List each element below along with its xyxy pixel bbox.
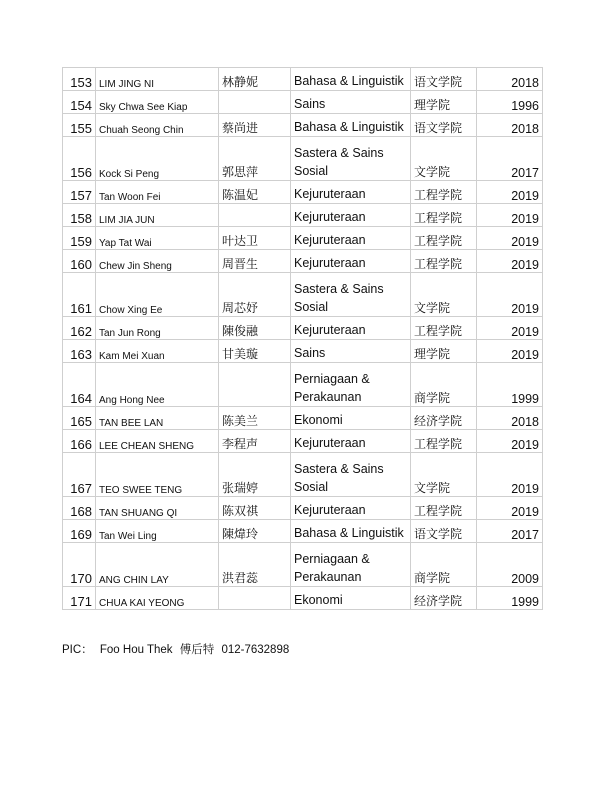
row-number: 166 xyxy=(63,430,96,453)
department xyxy=(291,273,411,317)
student-name: Ang Hong Nee xyxy=(96,363,219,407)
faculty: 工程学院 xyxy=(411,317,477,340)
department-line: Perniagaan & xyxy=(294,552,370,566)
table-row xyxy=(63,91,543,114)
faculty: 语文学院 xyxy=(411,114,477,137)
pic-label: PIC： xyxy=(62,644,93,656)
department-line: Kejuruteraan xyxy=(294,233,366,247)
department xyxy=(291,137,411,181)
department xyxy=(291,68,411,91)
department xyxy=(291,114,411,137)
student-name: Kock Si Peng xyxy=(96,137,219,181)
faculty: 理学院 xyxy=(411,340,477,363)
row-number: 157 xyxy=(63,181,96,204)
department-line: Sains xyxy=(294,346,326,360)
chinese-name: 陈双祺 xyxy=(219,497,291,520)
row-number: 167 xyxy=(63,453,96,497)
faculty: 工程学院 xyxy=(411,227,477,250)
table-row xyxy=(63,68,543,91)
student-name: ANG CHIN LAY xyxy=(96,543,219,587)
department xyxy=(291,587,411,610)
student-name: Tan Wei Ling xyxy=(96,520,219,543)
department xyxy=(291,363,411,407)
department xyxy=(291,453,411,497)
table-row xyxy=(63,227,543,250)
year: 2019 xyxy=(477,273,543,317)
table-row xyxy=(63,407,543,430)
faculty: 经济学院 xyxy=(411,587,477,610)
year: 2018 xyxy=(477,68,543,91)
department xyxy=(291,181,411,204)
department-line: Kejuruteraan xyxy=(294,187,366,201)
chinese-name xyxy=(219,363,291,407)
table-row xyxy=(63,181,543,204)
department xyxy=(291,430,411,453)
year: 2019 xyxy=(477,340,543,363)
row-number: 158 xyxy=(63,204,96,227)
table-row xyxy=(63,204,543,227)
row-number: 159 xyxy=(63,227,96,250)
year: 2019 xyxy=(477,317,543,340)
faculty: 经济学院 xyxy=(411,407,477,430)
row-number: 154 xyxy=(63,91,96,114)
department-line: Kejuruteraan xyxy=(294,210,366,224)
year: 2019 xyxy=(477,430,543,453)
year: 2019 xyxy=(477,497,543,520)
faculty: 商学院 xyxy=(411,543,477,587)
student-name: Chew Jin Sheng xyxy=(96,250,219,273)
year: 2019 xyxy=(477,227,543,250)
department-line: Kejuruteraan xyxy=(294,436,366,450)
department-line: Bahasa & Linguistik xyxy=(294,526,404,540)
row-number: 170 xyxy=(63,543,96,587)
student-name: LEE CHEAN SHENG xyxy=(96,430,219,453)
student-name: Yap Tat Wai xyxy=(96,227,219,250)
department xyxy=(291,407,411,430)
year: 2018 xyxy=(477,407,543,430)
chinese-name: 洪君蕊 xyxy=(219,543,291,587)
student-name: TEO SWEE TENG xyxy=(96,453,219,497)
department xyxy=(291,543,411,587)
row-number: 163 xyxy=(63,340,96,363)
department-line: Sosial xyxy=(294,480,329,494)
faculty: 文学院 xyxy=(411,453,477,497)
chinese-name: 陳煒玲 xyxy=(219,520,291,543)
chinese-name: 陳俊融 xyxy=(219,317,291,340)
chinese-name: 叶达卫 xyxy=(219,227,291,250)
chinese-name: 张瑞婷 xyxy=(219,453,291,497)
student-name: Chow Xing Ee xyxy=(96,273,219,317)
chinese-name xyxy=(219,91,291,114)
chinese-name: 甘美璇 xyxy=(219,340,291,363)
pic-name: Foo Hou Thek xyxy=(99,644,173,656)
student-name: TAN SHUANG QI xyxy=(96,497,219,520)
year: 2019 xyxy=(477,453,543,497)
pic-chinese-name: 傅后特 xyxy=(179,644,215,656)
student-name: Tan Jun Rong xyxy=(96,317,219,340)
department-line: Sastera & Sains xyxy=(294,462,384,476)
chinese-name: 陈温妃 xyxy=(219,181,291,204)
row-number: 155 xyxy=(63,114,96,137)
student-name: LIM JING NI xyxy=(96,68,219,91)
table-row xyxy=(63,453,543,497)
chinese-name: 林静妮 xyxy=(219,68,291,91)
table-row xyxy=(63,520,543,543)
chinese-name: 周晋生 xyxy=(219,250,291,273)
department-line: Kejuruteraan xyxy=(294,503,366,517)
department-line: Ekonomi xyxy=(294,413,343,427)
faculty: 工程学院 xyxy=(411,497,477,520)
chinese-name xyxy=(219,587,291,610)
table-row xyxy=(63,273,543,317)
department-line: Sastera & Sains xyxy=(294,282,384,296)
faculty: 工程学院 xyxy=(411,204,477,227)
faculty: 语文学院 xyxy=(411,68,477,91)
year: 1996 xyxy=(477,91,543,114)
department xyxy=(291,520,411,543)
faculty: 理学院 xyxy=(411,91,477,114)
faculty: 语文学院 xyxy=(411,520,477,543)
student-name: TAN BEE LAN xyxy=(96,407,219,430)
department-line: Kejuruteraan xyxy=(294,256,366,270)
year: 2018 xyxy=(477,114,543,137)
student-name: Kam Mei Xuan xyxy=(96,340,219,363)
table-row xyxy=(63,250,543,273)
year: 2017 xyxy=(477,520,543,543)
table-row xyxy=(63,340,543,363)
year: 1999 xyxy=(477,363,543,407)
student-name: Sky Chwa See Kiap xyxy=(96,91,219,114)
row-number: 162 xyxy=(63,317,96,340)
row-number: 161 xyxy=(63,273,96,317)
row-number: 168 xyxy=(63,497,96,520)
chinese-name: 蔡尚进 xyxy=(219,114,291,137)
row-number: 165 xyxy=(63,407,96,430)
student-name: Chuah Seong Chin xyxy=(96,114,219,137)
table-body xyxy=(63,68,543,610)
table-row xyxy=(63,430,543,453)
department-line: Sosial xyxy=(294,164,329,178)
department-line: Sastera & Sains xyxy=(294,146,384,160)
row-number: 171 xyxy=(63,587,96,610)
table-row xyxy=(63,137,543,181)
chinese-name: 郭思萍 xyxy=(219,137,291,181)
table-row xyxy=(63,317,543,340)
department xyxy=(291,317,411,340)
table-row xyxy=(63,587,543,610)
row-number: 153 xyxy=(63,68,96,91)
chinese-name: 陈美兰 xyxy=(219,407,291,430)
row-number: 164 xyxy=(63,363,96,407)
chinese-name: 李程声 xyxy=(219,430,291,453)
department-line: Kejuruteraan xyxy=(294,323,366,337)
department-line: Bahasa & Linguistik xyxy=(294,120,404,134)
pic-phone: 012-7632898 xyxy=(221,644,290,656)
student-name: Tan Woon Fei xyxy=(96,181,219,204)
department xyxy=(291,497,411,520)
year: 2017 xyxy=(477,137,543,181)
student-name: CHUA KAI YEONG xyxy=(96,587,219,610)
graduate-table xyxy=(62,67,543,610)
faculty: 文学院 xyxy=(411,273,477,317)
faculty: 工程学院 xyxy=(411,250,477,273)
faculty: 文学院 xyxy=(411,137,477,181)
row-number: 156 xyxy=(63,137,96,181)
table-row xyxy=(63,363,543,407)
table-row xyxy=(63,543,543,587)
department xyxy=(291,227,411,250)
chinese-name xyxy=(219,204,291,227)
department xyxy=(291,250,411,273)
department-line: Bahasa & Linguistik xyxy=(294,74,404,88)
year: 2009 xyxy=(477,543,543,587)
year: 2019 xyxy=(477,250,543,273)
row-number: 160 xyxy=(63,250,96,273)
department-line: Perniagaan & xyxy=(294,372,370,386)
pic-contact xyxy=(62,641,293,657)
department-line: Sosial xyxy=(294,300,329,314)
year: 2019 xyxy=(477,204,543,227)
department xyxy=(291,91,411,114)
table-row xyxy=(63,114,543,137)
faculty: 商学院 xyxy=(411,363,477,407)
year: 1999 xyxy=(477,587,543,610)
department-line: Perakaunan xyxy=(294,570,362,584)
department xyxy=(291,340,411,363)
faculty: 工程学院 xyxy=(411,181,477,204)
faculty: 工程学院 xyxy=(411,430,477,453)
year: 2019 xyxy=(477,181,543,204)
table-row xyxy=(63,497,543,520)
department-line: Ekonomi xyxy=(294,593,343,607)
department-line: Perakaunan xyxy=(294,390,362,404)
row-number: 169 xyxy=(63,520,96,543)
student-name: LIM JIA JUN xyxy=(96,204,219,227)
department-line: Sains xyxy=(294,97,326,111)
department xyxy=(291,204,411,227)
chinese-name: 周芯妤 xyxy=(219,273,291,317)
